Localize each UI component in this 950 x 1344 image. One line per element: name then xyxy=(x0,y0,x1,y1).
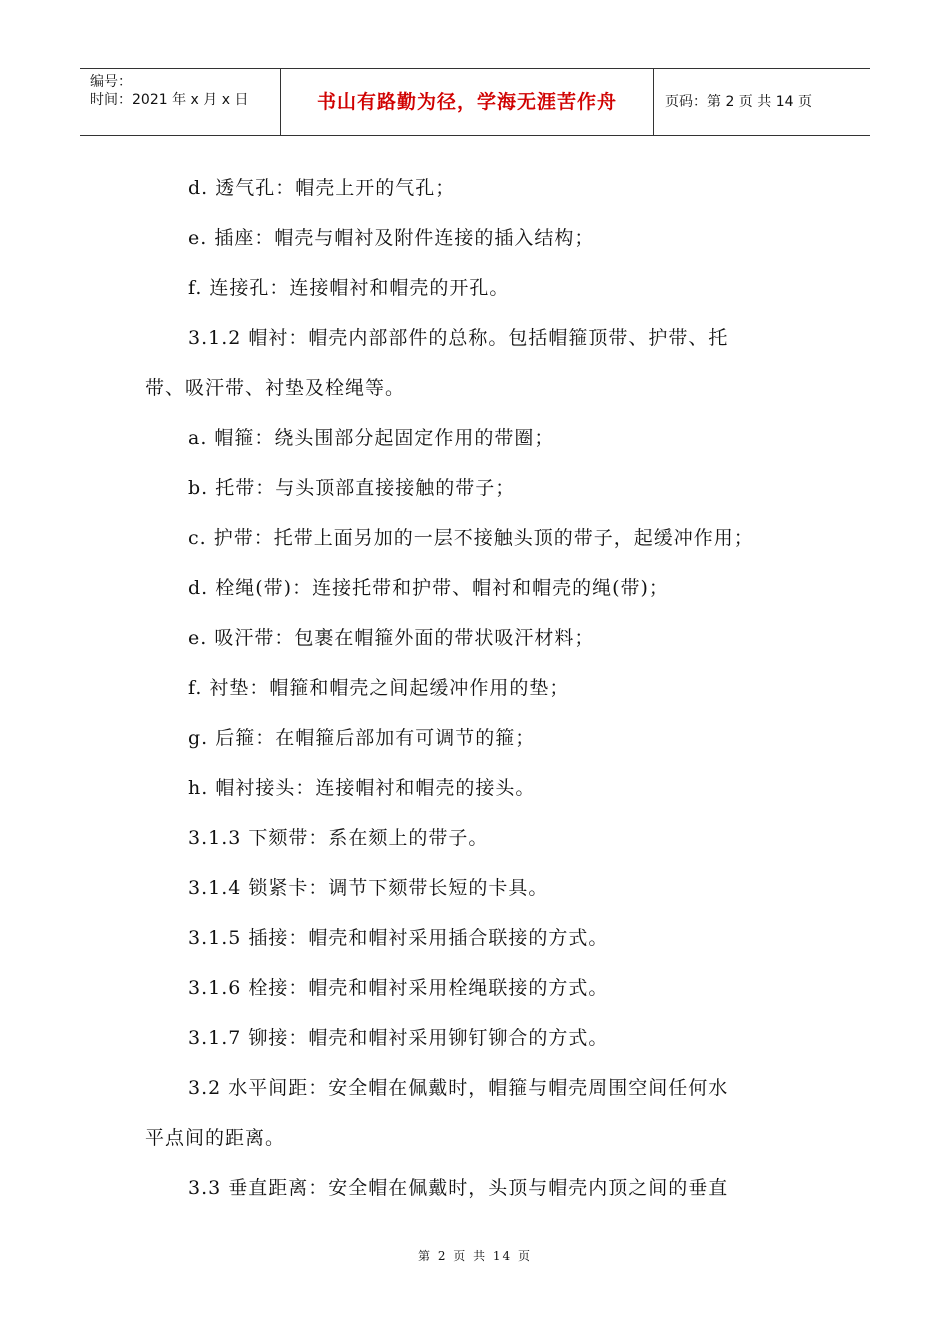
section-paragraph-continued: 带、吸汗带、衬垫及栓绳等。 xyxy=(145,377,406,399)
list-item: b. 托带：与头顶部直接接触的带子； xyxy=(188,477,516,499)
list-item: f. 衬垫：帽箍和帽壳之间起缓冲作用的垫； xyxy=(188,677,570,699)
section-paragraph: 3.1.2 帽衬：帽壳内部部件的总称。包括帽箍顶带、护带、托 xyxy=(188,327,729,349)
list-item: a. 帽箍：绕头围部分起固定作用的带圈； xyxy=(188,427,555,449)
list-item: f. 连接孔：连接帽衬和帽壳的开孔。 xyxy=(188,277,510,299)
header-page-info: 页码：第 2 页 共 14 页 xyxy=(665,94,812,110)
list-item: d. 栓绳(带)：连接托带和护带、帽衬和帽壳的绳(带)； xyxy=(188,577,669,599)
list-item: c. 护带：托带上面另加的一层不接触头顶的带子，起缓冲作用； xyxy=(188,527,754,549)
section-paragraph: 3.1.7 铆接：帽壳和帽衬采用铆钉铆合的方式。 xyxy=(188,1027,609,1049)
list-item: d. 透气孔：帽壳上开的气孔； xyxy=(188,177,456,199)
page-header xyxy=(80,68,870,136)
section-paragraph: 3.1.5 插接：帽壳和帽衬采用插合联接的方式。 xyxy=(188,927,609,949)
list-item: h. 帽衬接头：连接帽衬和帽壳的接头。 xyxy=(188,777,536,799)
number-label: 编号： xyxy=(90,74,132,90)
section-paragraph-continued: 平点间的距离。 xyxy=(145,1127,286,1149)
list-item: g. 后箍：在帽箍后部加有可调节的箍； xyxy=(188,727,536,749)
list-item: e. 插座：帽壳与帽衬及附件连接的插入结构； xyxy=(188,227,595,249)
time-label: 时间：2021 年 x 月 x 日 xyxy=(90,92,249,108)
list-item: e. 吸汗带：包裹在帽箍外面的带状吸汗材料； xyxy=(188,627,595,649)
section-paragraph: 3.2 水平间距：安全帽在佩戴时，帽箍与帽壳周围空间任何水 xyxy=(188,1077,729,1099)
section-paragraph: 3.3 垂直距离：安全帽在佩戴时，头顶与帽壳内顶之间的垂直 xyxy=(188,1177,729,1199)
section-paragraph: 3.1.6 栓接：帽壳和帽衬采用栓绳联接的方式。 xyxy=(188,977,609,999)
section-paragraph: 3.1.3 下颏带：系在颏上的带子。 xyxy=(188,827,489,849)
header-meta xyxy=(80,69,281,135)
section-paragraph: 3.1.4 锁紧卡：调节下颏带长短的卡具。 xyxy=(188,877,549,899)
page-footer: 第 2 页 共 14 页 xyxy=(418,1249,532,1263)
header-motto: 书山有路勤为径，学海无涯苦作舟 xyxy=(281,69,654,135)
